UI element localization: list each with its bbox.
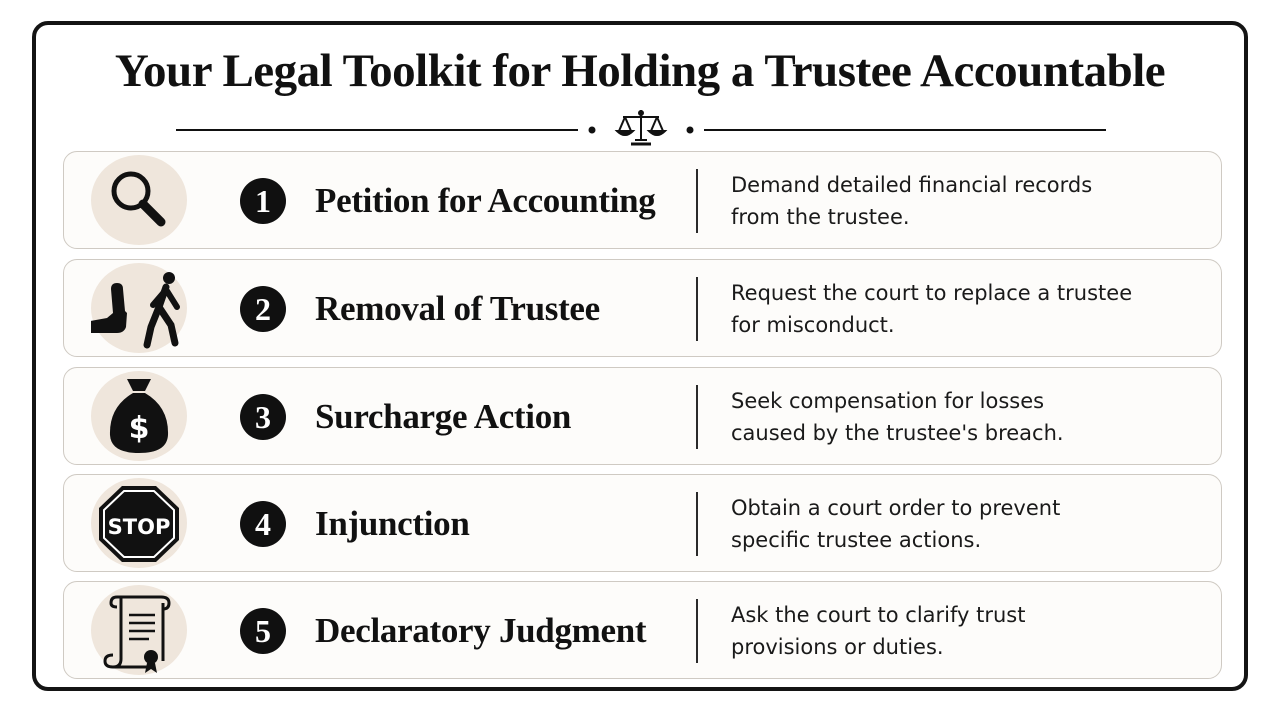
scales-of-justice-icon bbox=[617, 110, 665, 144]
tool-title: Removal of Trustee bbox=[315, 289, 600, 328]
description-line: Obtain a court order to prevent bbox=[731, 496, 1061, 520]
tool-row-petition-for-accounting bbox=[63, 151, 1222, 249]
row-separator bbox=[696, 169, 698, 233]
description-line: Seek compensation for losses bbox=[731, 389, 1045, 413]
description-line: from the trustee. bbox=[731, 205, 910, 229]
icon-circle bbox=[91, 155, 187, 245]
icon-circle bbox=[91, 478, 187, 568]
description-line: for misconduct. bbox=[731, 313, 895, 337]
step-number-badge: 1 bbox=[240, 178, 286, 224]
magnifying-glass-icon bbox=[91, 155, 187, 245]
icon-circle bbox=[91, 585, 187, 675]
tool-description bbox=[731, 385, 1191, 449]
step-number-badge: 5 bbox=[240, 608, 286, 654]
tool-row-injunction bbox=[63, 474, 1222, 572]
icon-circle bbox=[91, 263, 187, 353]
row-separator bbox=[696, 277, 698, 341]
description-line: caused by the trustee's breach. bbox=[731, 421, 1064, 445]
description-line: provisions or duties. bbox=[731, 635, 944, 659]
tool-title: Surcharge Action bbox=[315, 397, 572, 436]
page-title: Your Legal Toolkit for Holding a Trustee Accountable bbox=[114, 45, 1166, 97]
tool-title: Declaratory Judgment bbox=[315, 611, 647, 650]
tool-title: Injunction bbox=[315, 504, 470, 543]
stop-sign-icon bbox=[91, 478, 187, 568]
money-bag-icon bbox=[91, 371, 187, 461]
stop-hand-walking-person-icon bbox=[91, 263, 187, 353]
row-separator bbox=[696, 492, 698, 556]
row-separator bbox=[696, 385, 698, 449]
tool-row-surcharge-action bbox=[63, 367, 1222, 465]
description-line: specific trustee actions. bbox=[731, 528, 982, 552]
tool-description bbox=[731, 169, 1191, 233]
dollar-sign: $ bbox=[128, 411, 150, 446]
tool-description bbox=[731, 492, 1191, 556]
step-number-badge: 4 bbox=[240, 501, 286, 547]
tool-row-removal-of-trustee bbox=[63, 259, 1222, 357]
description-line: Demand detailed financial records bbox=[731, 173, 1093, 197]
step-number-badge: 3 bbox=[240, 394, 286, 440]
tool-title: Petition for Accounting bbox=[315, 181, 656, 220]
step-number-badge: 2 bbox=[240, 286, 286, 332]
scroll-document-icon bbox=[91, 585, 187, 675]
tool-row-declaratory-judgment bbox=[63, 581, 1222, 679]
stop-sign-text: STOP bbox=[107, 515, 171, 539]
description-line: Request the court to replace a trustee bbox=[731, 281, 1133, 305]
row-separator bbox=[696, 599, 698, 663]
description-line: Ask the court to clarify trust bbox=[731, 603, 1026, 627]
title-divider bbox=[176, 108, 1106, 152]
icon-circle bbox=[91, 371, 187, 461]
tool-description bbox=[731, 277, 1191, 341]
tool-description bbox=[731, 599, 1191, 663]
